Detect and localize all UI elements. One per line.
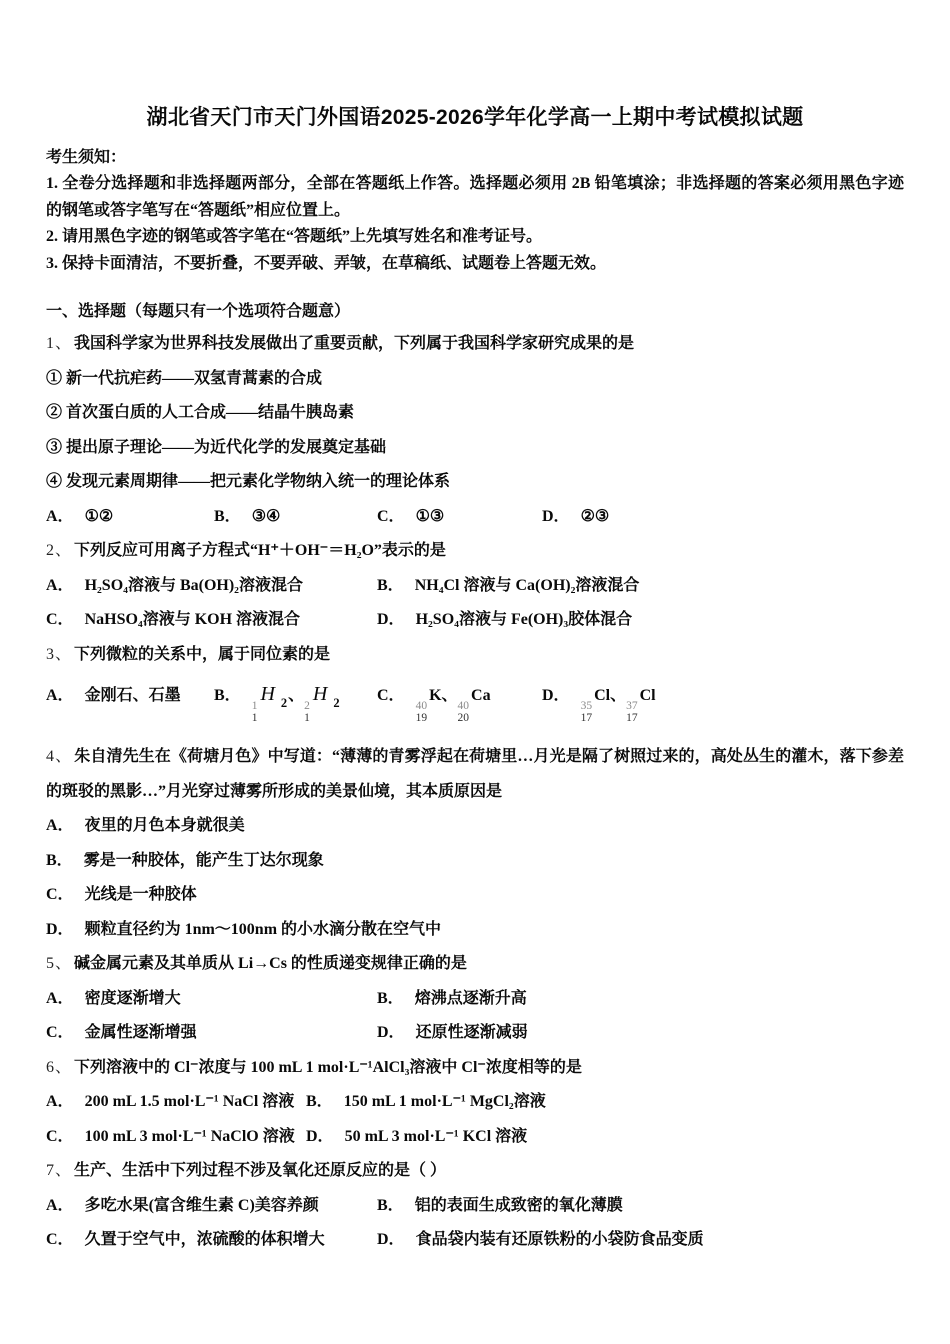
question-stem [46, 1154, 904, 1189]
formula-subscript: 2 [333, 696, 340, 710]
notice-items [46, 171, 904, 277]
questions-container [46, 327, 904, 1258]
mass-number: 40 [457, 700, 470, 712]
option-label: C． [377, 687, 405, 704]
question-text: 下列溶液中的 Cl⁻浓度与 100 mL 1 mol·L⁻¹AlCl₃溶液中 Cl⁻浓度相等的是 [74, 1058, 582, 1076]
option-label: A． [46, 507, 74, 525]
option-content: ①② [84, 507, 114, 525]
option-c [46, 1223, 377, 1258]
option-label: B． [377, 576, 404, 594]
option-row [46, 569, 904, 604]
formula-subscript: 2 [280, 696, 288, 710]
option-a [46, 679, 214, 714]
option-a [46, 1189, 377, 1224]
option-c [377, 679, 542, 725]
question-number: 1、 [46, 335, 73, 352]
option-row [46, 982, 904, 1017]
question-text: 下列反应可用离子方程式“H⁺＋OH⁻＝H₂O”表示的是 [74, 542, 446, 559]
option-b [377, 982, 527, 1017]
option-label: C． [377, 507, 405, 525]
question-part: ④ 发现元素周期律——把元素化学物纳入统一的理论体系 [46, 473, 451, 490]
option-content: 金属性逐渐增强 [84, 1024, 197, 1042]
option-row [46, 603, 904, 638]
notice-item: 2. 请用黑色字迹的钢笔或答字笔在“答题纸”上先填写姓名和准考证号。 [46, 228, 543, 245]
option-label: C． [46, 611, 74, 628]
question-text: 我国科学家为世界科技发展做出了重要贡献，下列属于我国科学家研究成果的是 [74, 335, 635, 352]
option-label: B． [46, 851, 73, 869]
option-content: 200 mL 1.5 mol·L⁻¹ NaCl 溶液 [84, 1093, 295, 1111]
option-label: B． [377, 1196, 404, 1214]
option-b [306, 1085, 546, 1120]
option-content: 40 19 K、 40 20 Ca [415, 687, 491, 725]
option-b [46, 844, 324, 879]
mass-number: 37 [626, 700, 638, 712]
atomic-number: 1 [251, 712, 258, 725]
option-content: 150 mL 1 mol·L⁻¹ MgCl₂溶液 [343, 1093, 546, 1111]
option-a [46, 1085, 306, 1120]
option-d [377, 1016, 528, 1051]
option-a [46, 569, 377, 604]
option-a [46, 809, 245, 844]
question-stem [46, 1051, 904, 1086]
isotope-prescript [304, 700, 310, 724]
option-d [542, 500, 609, 535]
isotope-prescript [581, 700, 593, 724]
option-content: 35 17 Cl、 37 17 Cl [580, 687, 656, 725]
option-content: 50 mL 3 mol·L⁻¹ KCl 溶液 [344, 1127, 528, 1145]
option-row [46, 1085, 904, 1120]
option-label: D． [542, 687, 570, 704]
option-row [46, 672, 904, 725]
question-number: 2、 [46, 542, 73, 559]
element-symbol-italic: H [312, 683, 328, 705]
option-content: 密度逐渐增大 [84, 989, 181, 1007]
isotope-prescript [458, 700, 470, 724]
option-label: A． [46, 1196, 74, 1214]
option-content: 还原性逐渐减弱 [415, 1024, 528, 1042]
section-heading: 一、选择题（每题只有一个选项符合题意） [46, 303, 351, 320]
option-c [46, 1016, 377, 1051]
isotope-prescript [626, 700, 638, 724]
option-row [46, 913, 904, 948]
option-row [46, 809, 904, 844]
option-content: 光线是一种胶体 [84, 886, 197, 904]
option-content: 食品袋内装有还原铁粉的小袋防食品变质 [415, 1231, 704, 1249]
option-content: 金刚石、石墨 [84, 687, 181, 704]
option-a [46, 500, 214, 535]
question-text: 生产、生活中下列过程不涉及氧化还原反应的是（ ） [74, 1162, 447, 1180]
option-content: ①③ [415, 507, 445, 525]
option-label: A． [46, 989, 74, 1007]
option-label: A． [46, 1093, 74, 1111]
notice-heading: 考生须知： [46, 149, 127, 166]
question-stem [46, 638, 904, 673]
option-content: 夜里的月色本身就很美 [84, 817, 245, 835]
option-b [377, 1189, 623, 1224]
option-d [306, 1120, 527, 1155]
question-number: 4、 [46, 748, 73, 766]
question-stem [46, 534, 904, 569]
isotope-prescript [416, 700, 428, 724]
atomic-number: 1 [304, 712, 310, 725]
atomic-number: 19 [415, 712, 428, 725]
option-row [46, 1016, 904, 1051]
option-d [46, 913, 441, 948]
option-row [46, 1189, 904, 1224]
mass-number: 2 [304, 700, 310, 712]
page-title: 湖北省天门市天门外国语2025-2026学年化学高一上期中考试模拟试题 [146, 106, 804, 129]
option-label: C． [46, 1024, 74, 1042]
question-part: ② 首次蛋白质的人工合成——结晶牛胰岛素 [46, 404, 355, 421]
question-number: 5、 [46, 955, 73, 973]
option-content: 铝的表面生成致密的氧化薄膜 [414, 1196, 623, 1214]
option-label: A． [46, 817, 74, 835]
option-label: D． [377, 1024, 405, 1042]
option-c [377, 500, 542, 535]
option-label: A． [46, 687, 74, 704]
option-d [542, 679, 656, 725]
option-label: C． [46, 1231, 74, 1249]
option-content: NH₄Cl 溶液与 Ca(OH)₂溶液混合 [414, 576, 640, 594]
question-part: ① 新一代抗疟药——双氢青蒿素的合成 [46, 369, 323, 387]
option-row [46, 1223, 904, 1258]
atomic-number: 20 [457, 712, 470, 725]
option-content: 1 1 H $_2$、 2 1 H $_2$ [251, 683, 340, 725]
element-symbol-italic: H [260, 683, 275, 705]
option-label: C． [46, 886, 74, 904]
option-content: 多吃水果(富含维生素 C)美容养颜 [84, 1196, 319, 1214]
option-label: D． [377, 1231, 405, 1249]
option-b [214, 500, 377, 535]
option-row [46, 1120, 904, 1155]
question-text: 朱自清先生在《荷塘月色》中写道：“薄薄的青雾浮起在荷塘里…月光是隔了树照过来的，高处丛生的灌木，落下参差的斑驳的黑影…”月光穿过薄雾所形成的美景仙境，其本质原因是 [46, 748, 904, 800]
question-stem [46, 947, 904, 982]
option-content: 100 mL 3 mol·L⁻¹ NaClO 溶液 [84, 1127, 295, 1145]
option-label: D． [377, 611, 405, 628]
option-label: B． [214, 507, 241, 525]
notice-section [46, 144, 904, 277]
option-b [377, 569, 639, 604]
option-label: D． [46, 920, 74, 938]
option-d [377, 603, 632, 638]
notice-item: 3. 保持卡面清洁，不要折叠，不要弄破、弄皱，在草稿纸、试题卷上答题无效。 [46, 254, 607, 272]
mass-number: 1 [251, 700, 258, 712]
atomic-number: 17 [626, 712, 638, 725]
option-label: D． [542, 507, 570, 525]
question-stem [46, 327, 904, 362]
option-content: ②③ [580, 507, 610, 525]
option-label: B． [306, 1093, 333, 1111]
option-b [214, 677, 377, 725]
question-part: ③ 提出原子理论——为近代化学的发展奠定基础 [46, 438, 387, 456]
option-content: 颗粒直径约为 1nm～100nm 的小水滴分散在空气中 [84, 920, 442, 938]
mass-number: 35 [580, 700, 593, 712]
option-label: D． [306, 1127, 334, 1145]
option-label: A． [46, 576, 74, 594]
notice-item: 1. 全卷分选择题和非选择题两部分，全部在答题纸上作答。选择题必须用 2B 铅笔填涂；非选择题的答案必须用黑色字迹的钢笔或答字笔写在“答题纸”相应位置上。 [46, 175, 904, 219]
mass-number: 40 [415, 700, 428, 712]
option-content: 熔沸点逐渐升高 [414, 989, 527, 1007]
option-c [46, 1120, 306, 1155]
question-number: 6、 [46, 1058, 73, 1076]
option-content: 久置于空气中，浓硫酸的体积增大 [84, 1231, 325, 1249]
atomic-number: 17 [580, 712, 593, 725]
option-label: B． [214, 687, 241, 704]
option-label: C． [46, 1127, 74, 1145]
question-number: 3、 [46, 645, 73, 663]
isotope-prescript [252, 700, 258, 724]
question-stem [46, 740, 904, 809]
option-row [46, 844, 904, 879]
option-row [46, 500, 904, 535]
option-row [46, 878, 904, 913]
question-number: 7、 [46, 1162, 73, 1180]
option-content: 雾是一种胶体，能产生丁达尔现象 [83, 851, 324, 869]
question-text: 下列微粒的关系中，属于同位素的是 [74, 645, 331, 663]
option-d [377, 1223, 704, 1258]
option-content: H₂SO₄溶液与 Fe(OH)₃胶体混合 [415, 611, 633, 628]
option-c [46, 878, 197, 913]
option-label: B． [377, 989, 404, 1007]
option-content: NaHSO₄溶液与 KOH 溶液混合 [84, 611, 301, 628]
question-text: 碱金属元素及其单质从 Li→Cs 的性质递变规律正确的是 [74, 955, 467, 973]
option-content: H₂SO₄溶液与 Ba(OH)₂溶液混合 [84, 576, 303, 594]
option-a [46, 982, 377, 1017]
option-content: ③④ [251, 507, 281, 525]
option-c [46, 603, 377, 638]
